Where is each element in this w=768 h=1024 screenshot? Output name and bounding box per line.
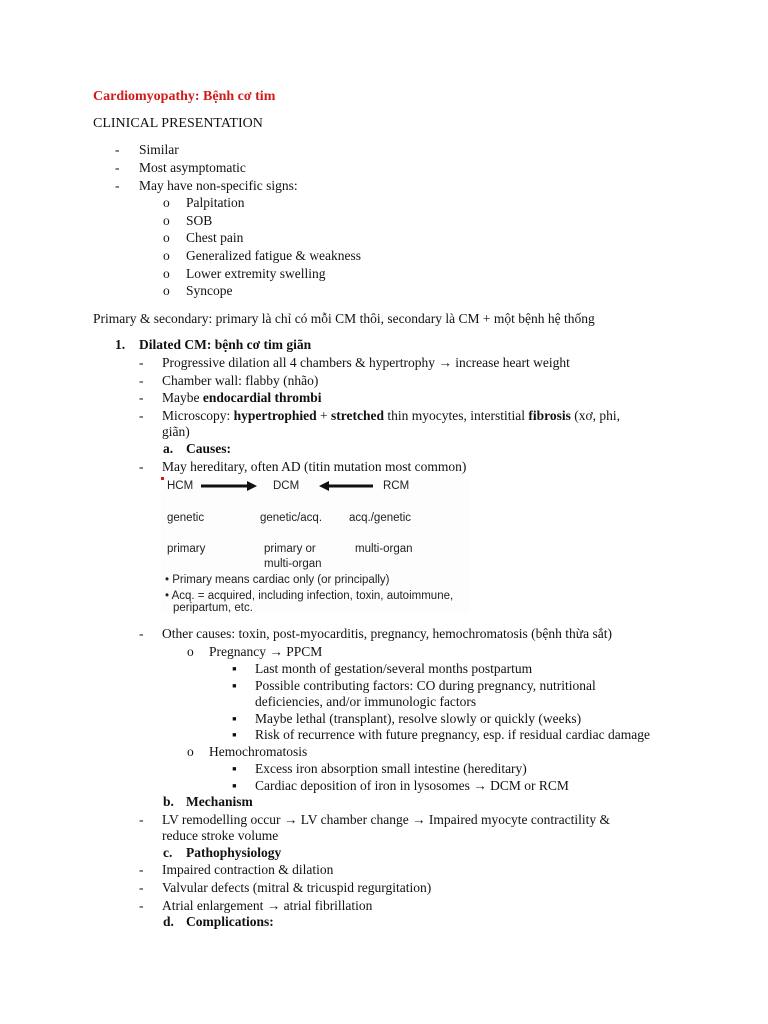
causes-letter: a. [163,441,174,456]
bold-text: fibrosis [528,408,571,423]
bold-text: endocardial thrombi [202,390,322,405]
list-dash: - [139,373,144,388]
list-dash: - [139,626,144,641]
cause-item: May hereditary, often AD (titin mutation most common) [162,459,467,474]
cell: genetic [167,512,205,524]
dilated-bullet [162,389,322,406]
pregnancy-item: Risk of recurrence with future pregnancy, esp. if residual cardiac damage [255,727,650,742]
list-item: Similar [139,142,179,157]
causes-heading: Causes: [186,441,232,456]
text: Microscopy: [162,408,234,423]
list-square: ▪ [232,727,237,742]
sign-item: Palpitation [186,195,245,210]
text: thin myocytes, interstitial [384,408,529,423]
list-circle: o [163,195,170,210]
label-rcm: RCM [383,480,410,492]
list-square: ▪ [232,778,237,793]
label-hcm: HCM [167,480,194,492]
label-dcm: DCM [273,480,300,492]
list-square: ▪ [232,711,237,726]
list-circle: o [163,283,170,298]
list-item: May have non-specific signs: [139,178,298,193]
pregnancy-item: Maybe lethal (transplant), resolve slowly or quickly (weeks) [255,711,582,726]
red-mark [161,477,164,480]
list-dash: - [139,459,144,474]
patho-item: Impaired contraction & dilation [162,862,334,877]
figure-note: • Acq. = acquired, including infection, toxin, autoimmune, [165,590,454,602]
list-dash: - [139,812,144,827]
list-dash: - [115,178,120,193]
sign-item: Chest pain [186,230,244,245]
arrow-head [319,481,329,491]
text: + [316,408,332,423]
dilated-number: 1. [115,337,126,352]
list-circle: o [163,266,170,281]
list-dash: - [115,142,120,157]
sub-cause: Hemochromatosis [209,744,308,759]
list-dash: - [139,390,144,405]
list-square: ▪ [232,678,237,693]
bold-text: hypertrophied [233,408,317,423]
patho-heading: Pathophysiology [186,845,282,860]
list-dash: - [139,862,144,877]
list-circle: o [187,744,194,759]
hemo-item: Excess iron absorption small intestine (hereditary) [255,761,527,776]
patho-item: Atrial enlargement → atrial fibrillation [162,898,373,913]
text: (xơ, phi, [570,408,621,423]
list-circle: o [163,230,170,245]
list-circle: o [163,248,170,263]
dilated-bullet: Chamber wall: flabby (nhão) [162,373,319,388]
dilated-heading: Dilated CM: bệnh cơ tim giãn [139,337,312,352]
sub-cause: Pregnancy → PPCM [209,644,323,659]
patho-letter: c. [163,845,173,860]
primary-secondary-note: Primary & secondary: primary là chỉ có mỗi CM thôi, secondary là CM + một bệnh hệ thống [93,311,595,326]
arrow-head [247,481,257,491]
cause-item: Other causes: toxin, post-myocarditis, pregnancy, hemochromatosis (bệnh thừa sắt) [162,626,612,641]
list-square: ▪ [232,761,237,776]
text: Maybe [162,390,203,405]
bold-text: stretched [331,408,385,423]
complications-heading: Complications: [186,914,274,929]
list-circle: o [187,644,194,659]
dilated-bullet: Progressive dilation all 4 chambers & hypertrophy → increase heart weight [162,355,570,370]
figure-note: peripartum, etc. [173,602,253,614]
complications-letter: d. [163,914,174,929]
mechanism-letter: b. [163,794,174,809]
dilated-bullet [162,407,620,424]
list-dash: - [139,880,144,895]
pregnancy-item-continued: deficiencies, and/or immunologic factors [255,694,477,709]
cm-comparison-figure [161,477,469,614]
cell: multi-organ [264,558,322,570]
cell: multi-organ [355,543,413,555]
sign-item: Generalized fatigue & weakness [186,248,362,263]
sign-item: Syncope [186,283,233,298]
document-title: Cardiomyopathy: Bệnh cơ tim [93,89,276,104]
list-dash: - [139,355,144,370]
sign-item: SOB [186,213,213,228]
sign-item: Lower extremity swelling [186,266,326,281]
pregnancy-item: Last month of gestation/several months postpartum [255,661,533,676]
section-heading: CLINICAL PRESENTATION [93,116,263,131]
patho-item: Valvular defects (mitral & tricuspid regurgitation) [162,880,432,895]
mechanism-item-continued: reduce stroke volume [162,828,279,843]
list-dash: - [139,898,144,913]
dilated-bullet-continued: giãn) [162,424,190,439]
list-dash: - [139,408,144,423]
cell: genetic/acq. [260,512,323,524]
figure-note: • Primary means cardiac only (or principally) [165,574,390,586]
list-square: ▪ [232,661,237,676]
cell: primary or [264,543,316,555]
cell: primary [167,543,206,555]
mechanism-heading: Mechanism [186,794,253,809]
list-dash: - [115,160,120,175]
cell: acq./genetic [349,512,412,524]
mechanism-item: LV remodelling occur → LV chamber change → Impaired myocyte contractility & [162,812,610,827]
list-circle: o [163,213,170,228]
hemo-item: Cardiac deposition of iron in lysosomes → DCM or RCM [255,778,569,793]
list-item: Most asymptomatic [139,160,246,175]
pregnancy-item: Possible contributing factors: CO during pregnancy, nutritional [255,678,596,693]
